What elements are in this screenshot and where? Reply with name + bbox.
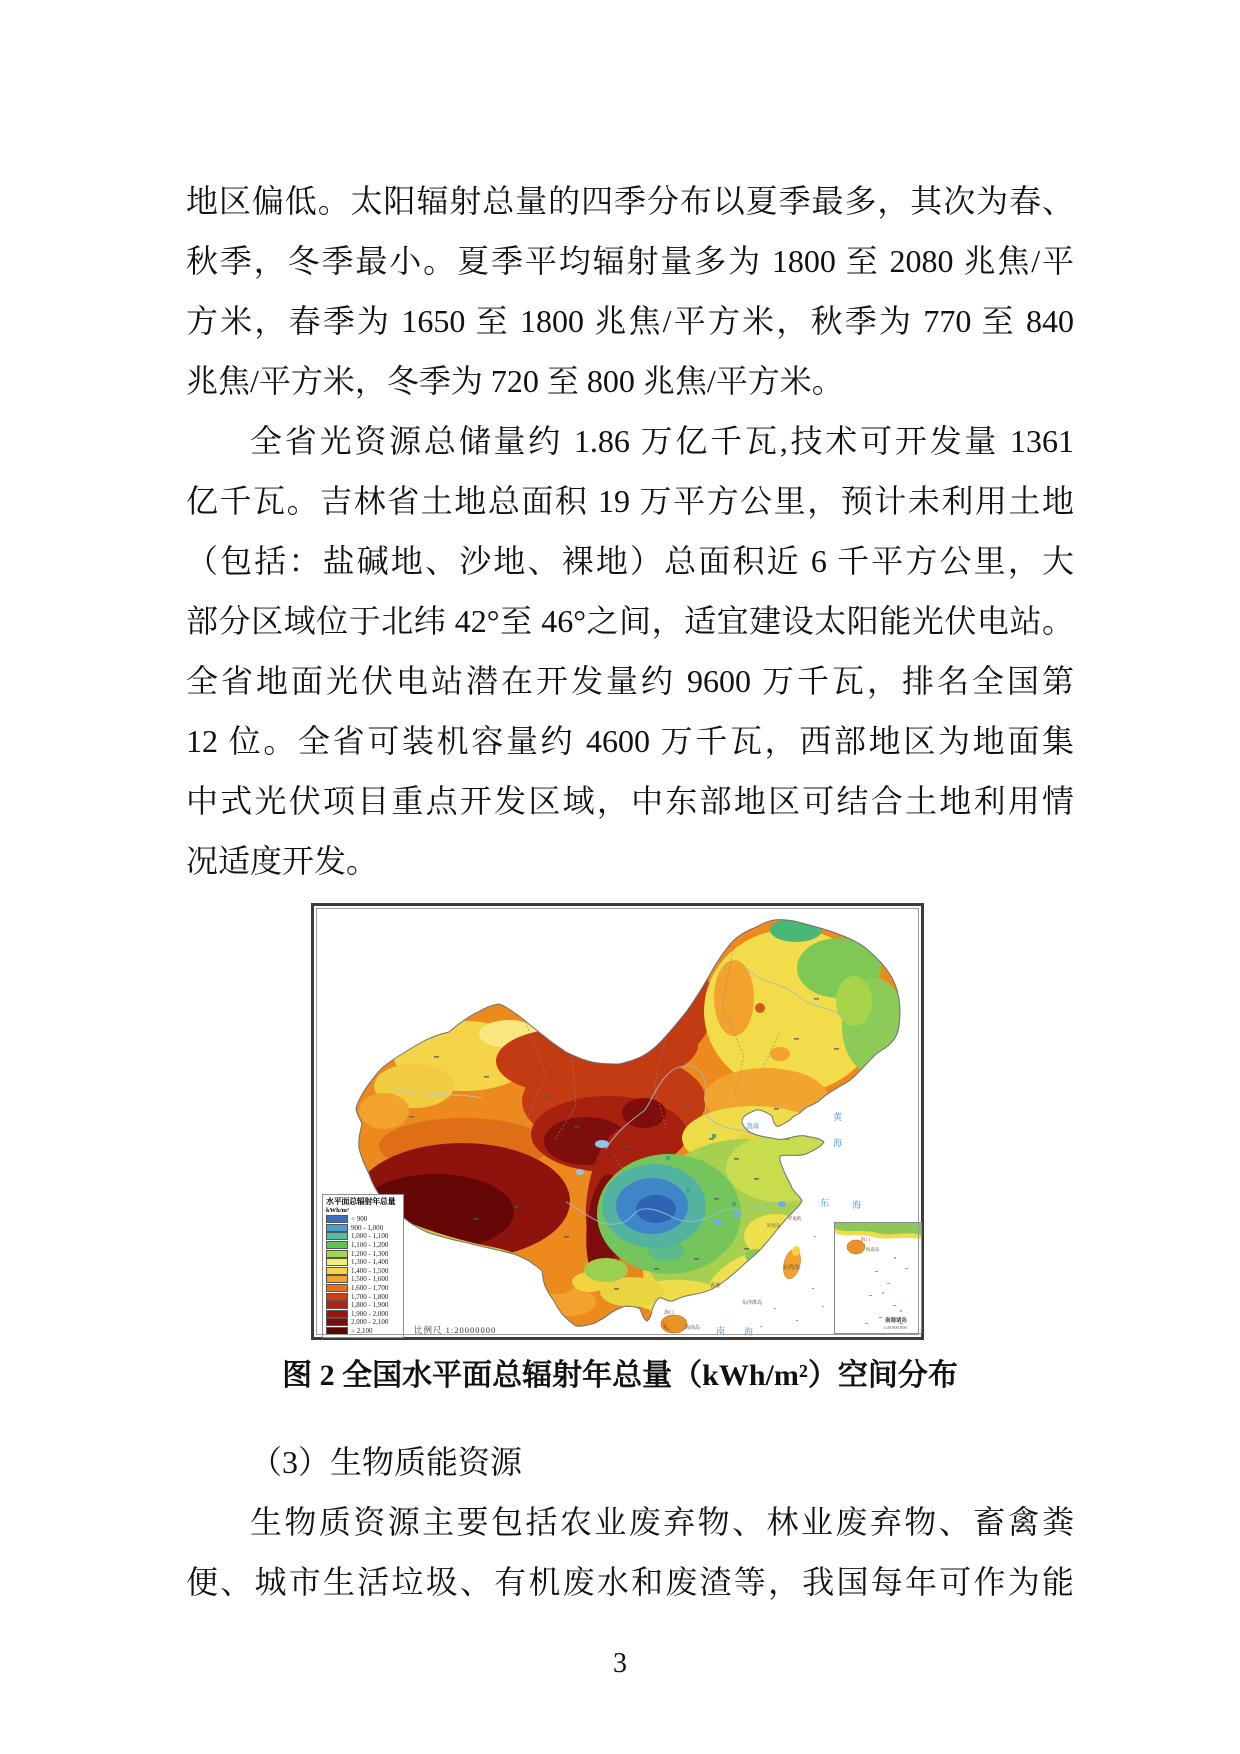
legend-row: [326, 1318, 403, 1327]
legend-row: [326, 1249, 403, 1258]
text-line: 方米，春季为 1650 至 1800 兆焦/平方米，秋季为 770 至 840: [186, 303, 1074, 339]
nanhai-label-2: 海: [744, 1327, 754, 1337]
text-line: 秋季，冬季最小。夏季平均辐射量多为 1800 至 2080 兆焦/平: [186, 243, 1074, 279]
paragraph-block-1: [186, 171, 1074, 891]
chiwei-label: 赤尾屿: [788, 1216, 802, 1221]
hainan-label: 海南岛: [685, 1326, 701, 1331]
hainan-island: [661, 1315, 687, 1333]
legend-swatch: [326, 1232, 348, 1240]
nanhai-inset-map: [835, 1223, 921, 1333]
legend-row: [326, 1224, 403, 1233]
text-line: 地区偏低。太阳辐射总量的四季分布以夏季最多，其次为春、: [186, 183, 1074, 219]
map-legend: [322, 1194, 404, 1338]
legend-unit: kWh/m²: [326, 1207, 349, 1214]
legend-label: 1,300 - 1,400: [351, 1258, 389, 1267]
legend-label: 1,400 - 1,500: [351, 1266, 389, 1275]
haikou-label: 海口: [664, 1311, 675, 1316]
legend-row: [326, 1301, 403, 1310]
bohai-label: 渤海: [746, 1123, 759, 1130]
section-heading: （3）生物质能资源: [250, 1444, 523, 1480]
legend-swatch: [326, 1284, 348, 1292]
legend-row: [326, 1241, 403, 1250]
legend-swatch: [326, 1267, 348, 1275]
nanhai-label-1: 南: [716, 1326, 726, 1336]
text-line: 部分区域位于北纬 42°至 46°之间，适宜建设太阳能光伏电站。: [186, 603, 1074, 639]
legend-label: 1,800 - 1,900: [351, 1301, 389, 1310]
figure-caption: 图 2 全国水平面总辐射年总量（kWh/m²）空间分布: [282, 1359, 958, 1392]
legend-row: [326, 1284, 403, 1293]
china-map: [314, 906, 921, 1337]
dongsha-label: 东沙群岛: [742, 1301, 763, 1306]
inset-islands: [865, 1268, 908, 1324]
legend-row: [326, 1292, 403, 1301]
text-line: 生物质资源主要包括农业废弃物、林业废弃物、畜禽粪: [250, 1504, 1074, 1540]
text-line: 中式光伏项目重点开发区域，中东部地区可结合土地利用情: [186, 783, 1074, 819]
legend-label: 1,900 - 2,000: [351, 1309, 389, 1318]
legend-label: 1,700 - 1,800: [351, 1292, 389, 1301]
text-line: 全省光资源总储量约 1.86 万亿千瓦,技术可开发量 1361: [250, 423, 1074, 459]
map-scale-text: 比例尺 1:20000000: [414, 1325, 497, 1335]
legend-swatch: [326, 1301, 348, 1309]
figure-solar-radiation-map: [311, 903, 924, 1340]
legend-row: [326, 1310, 403, 1319]
text-line: 亿千瓦。吉林省土地总面积 19 万平方公里，预计未利用土地: [186, 483, 1074, 519]
legend-label: 1,200 - 1,300: [351, 1249, 389, 1258]
taiwan-label: 台湾岛: [783, 1265, 800, 1271]
legend-row: [326, 1215, 403, 1224]
legend-swatch: [326, 1241, 348, 1249]
legend-label: 900 - 1,000: [351, 1223, 384, 1232]
legend-swatch: [326, 1293, 348, 1301]
inset-scale: 1:40 000 000: [883, 1325, 907, 1330]
map-fill-regions: [314, 906, 921, 1337]
donghai-label-1: 东: [820, 1198, 830, 1208]
legend-swatch: [326, 1327, 348, 1335]
taiwan-island: [781, 1245, 804, 1280]
legend-row: [326, 1275, 403, 1284]
legend-swatch: [326, 1275, 348, 1283]
diaoyu-label: 钓鱼岛: [767, 1223, 781, 1228]
legend-rows: [326, 1215, 403, 1335]
paragraph-block-2: [186, 1492, 1074, 1612]
legend-label: 2,000 - 2,100: [351, 1318, 389, 1327]
text-line: 12 位。全省可装机容量约 4600 万千瓦，西部地区为地面集: [186, 723, 1074, 759]
inset-sea-dots: [882, 1257, 902, 1312]
legend-row: [326, 1267, 403, 1276]
legend-label: 1,000 - 1,100: [351, 1232, 389, 1241]
legend-swatch: [326, 1258, 348, 1266]
page-number: 3: [613, 1648, 627, 1679]
legend-swatch: [326, 1215, 348, 1223]
donghai-label-2: 海: [852, 1200, 862, 1210]
inset-hainan-label: 海南岛: [866, 1247, 880, 1252]
legend-swatch: [326, 1310, 348, 1318]
nanhai-inset: [834, 1222, 922, 1334]
text-line: （包括：盐碱地、沙地、裸地）总面积近 6 千平方公里，大: [186, 543, 1074, 579]
huanghai-label-2: 海: [833, 1138, 843, 1148]
text-line: 全省地面光伏电站潜在开发量约 9600 万千瓦，排名全国第: [186, 663, 1074, 699]
inset-haikou-label: 海口: [861, 1237, 870, 1242]
hongkong-label: 香港: [710, 1284, 721, 1289]
text-line: 兆焦/平方米，冬季为 720 至 800 兆焦/平方米。: [186, 363, 844, 399]
legend-row: [326, 1327, 403, 1336]
legend-row: [326, 1258, 403, 1267]
legend-swatch: [326, 1250, 348, 1258]
legend-label: 1,500 - 1,600: [351, 1275, 389, 1284]
text-line: 便、城市生活垃圾、有机废水和废渣等，我国每年可作为能: [186, 1564, 1074, 1600]
legend-row: [326, 1232, 403, 1241]
legend-label: < 900: [351, 1215, 368, 1224]
inset-title: 南海诸岛: [885, 1318, 908, 1324]
legend-label: > 2,100: [351, 1327, 373, 1336]
huanghai-label-1: 黄: [833, 1112, 843, 1122]
legend-label: 1,100 - 1,200: [351, 1241, 389, 1250]
legend-swatch: [326, 1318, 348, 1326]
text-line: 况适度开发。: [186, 843, 379, 879]
legend-swatch: [326, 1224, 348, 1232]
legend-label: 1,600 - 1,700: [351, 1284, 389, 1293]
legend-title: 水平面总辐射年总量: [326, 1197, 396, 1206]
